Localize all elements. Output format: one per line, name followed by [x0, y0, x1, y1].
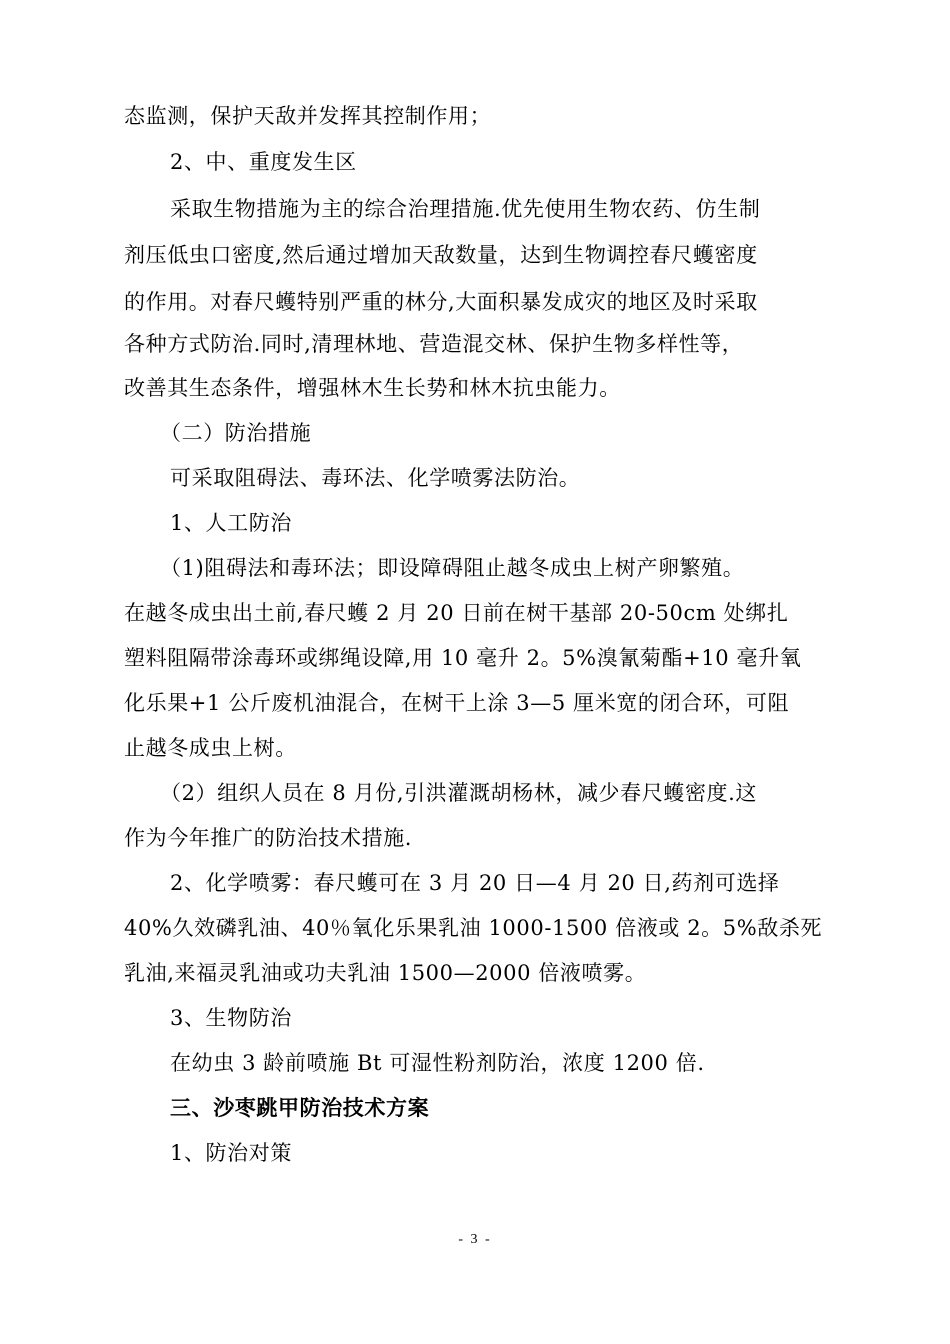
paragraph-line: 化乐果+1 公斤废机油混合，在树干上涂 3—5 厘米宽的闭合环，可阻 [124, 691, 790, 715]
paragraph-line: 塑料阻隔带涂毒环或绑绳设障,用 10 毫升 2。5%溴氰菊酯+10 毫升氧 [124, 646, 802, 670]
page-number: - 3 - [458, 1232, 492, 1247]
paragraph-line: 在幼虫 3 龄前喷施 Bt 可湿性粉剂防治，浓度 1200 倍. [170, 1051, 705, 1075]
paragraph-line: （2）组织人员在 8 月份,引洪灌溉胡杨林，减少春尺蠖密度.这 [160, 781, 758, 805]
paragraph-line: 采取生物措施为主的综合治理措施.优先使用生物农药、仿生制 [170, 197, 761, 221]
paragraph-line: （1)阻碍法和毒环法；即设障碍阻止越冬成虫上树产卵繁殖。 [160, 556, 745, 580]
paragraph-line: 乳油,来福灵乳油或功夫乳油 1500—2000 倍液喷雾。 [124, 961, 647, 985]
subheading: 1、防治对策 [170, 1141, 292, 1165]
subheading: 3、生物防治 [170, 1006, 292, 1030]
paragraph-line: 40%久效磷乳油、40％氧化乐果乳油 1000-1500 倍液或 2。5%敌杀死 [124, 916, 823, 940]
paragraph-line: 改善其生态条件，增强林木生长势和林木抗虫能力。 [124, 376, 621, 400]
paragraph-line: 态监测，保护天敌并发挥其控制作用； [124, 104, 492, 128]
paragraph-line: 在越冬成虫出土前,春尺蠖 2 月 20 日前在树干基部 20-50cm 处绑扎 [124, 601, 789, 625]
section-heading: 三、沙枣跳甲防治技术方案 [170, 1095, 430, 1120]
subheading: 1、人工防治 [170, 511, 292, 535]
paragraph-line: 2、化学喷雾：春尺蠖可在 3 月 20 日—4 月 20 日,药剂可选择 [170, 871, 780, 895]
paragraph-line: 作为今年推广的防治技术措施. [124, 826, 413, 850]
subheading: 2、中、重度发生区 [170, 150, 357, 174]
section-heading: （二）防治措施 [160, 421, 312, 445]
paragraph-line: 可采取阻碍法、毒环法、化学喷雾法防治。 [170, 466, 581, 490]
paragraph-line: 各种方式防治.同时,清理林地、营造混交林、保护生物多样性等， [124, 332, 744, 356]
paragraph-line: 的作用。对春尺蠖特别严重的林分,大面积暴发成灾的地区及时采取 [124, 290, 758, 314]
paragraph-line: 止越冬成虫上树。 [124, 736, 297, 760]
paragraph-line: 剂压低虫口密度,然后通过增加天敌数量，达到生物调控春尺蠖密度 [124, 243, 758, 267]
